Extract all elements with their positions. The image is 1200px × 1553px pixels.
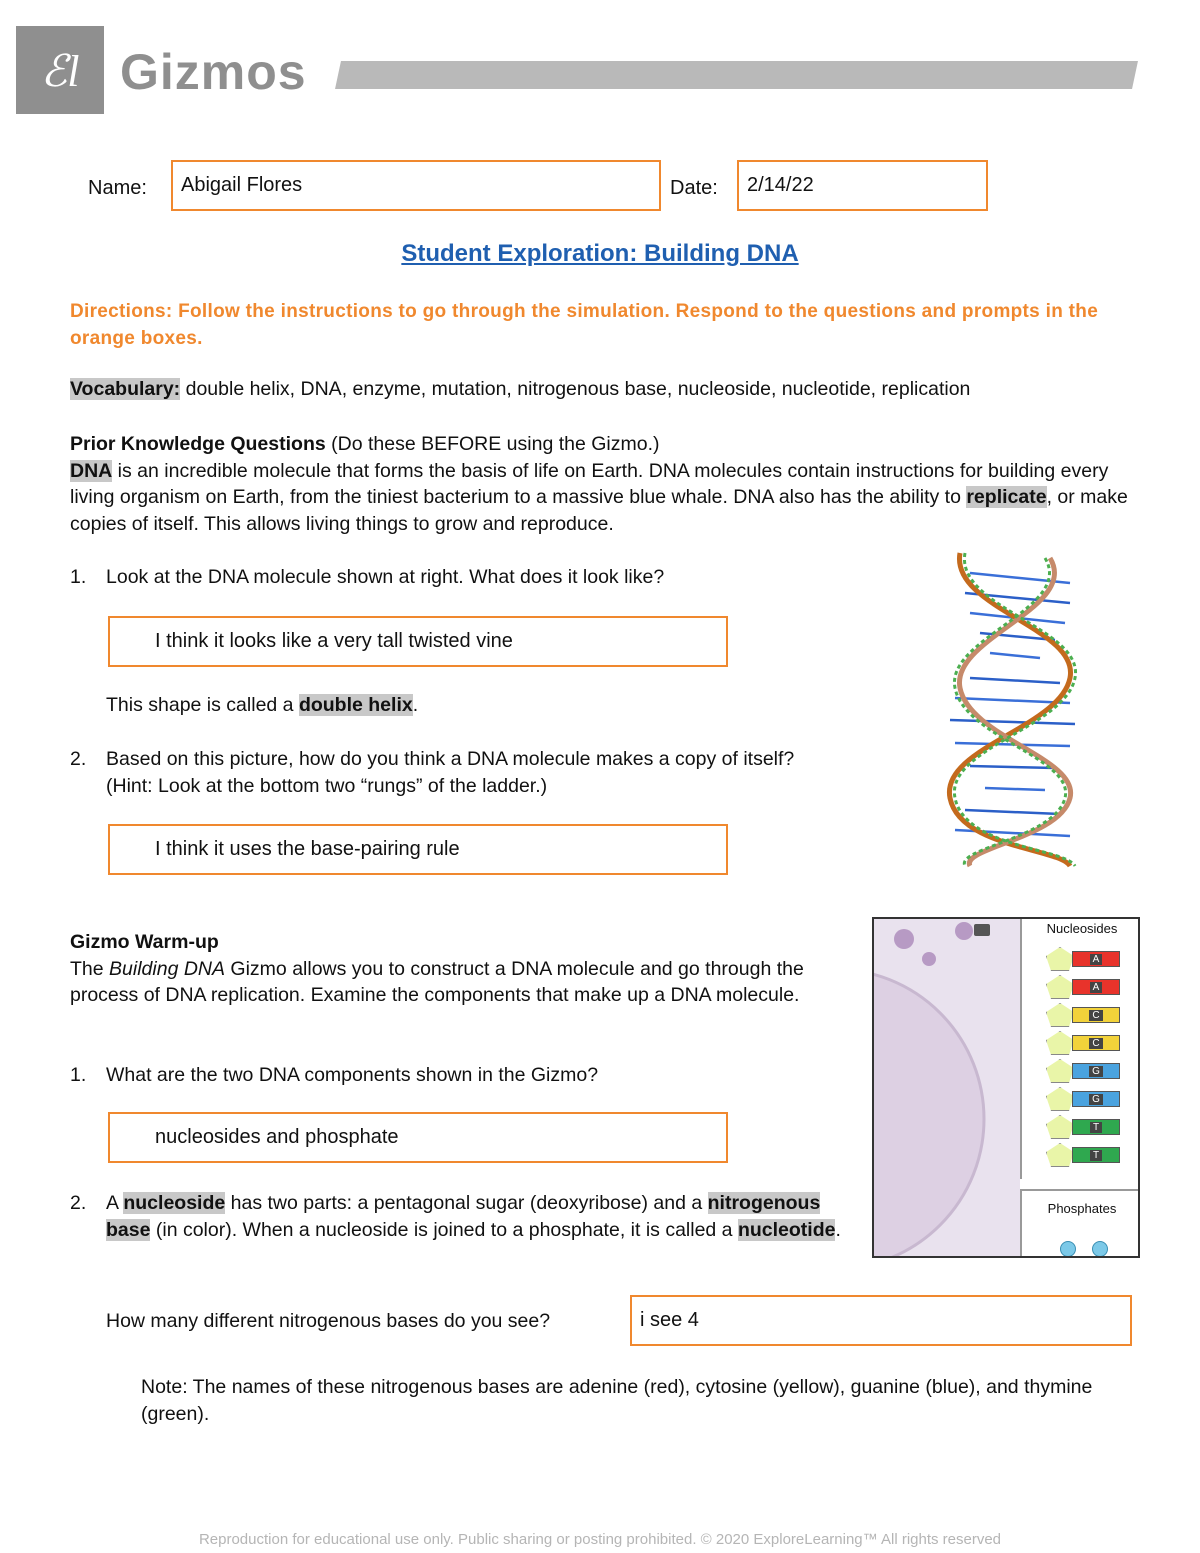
date-field[interactable]: 2/14/22: [737, 160, 988, 211]
nucleoside-item[interactable]: [1046, 1143, 1126, 1165]
phosphates-column: [1020, 1189, 1140, 1258]
gizmo-nucleoside-panel: [872, 917, 1140, 1258]
nucleoside-item[interactable]: [1046, 1087, 1126, 1109]
phosphate-1[interactable]: [1060, 1241, 1076, 1257]
gizmos-logo: [16, 26, 104, 114]
base-letter: G: [1089, 1066, 1103, 1077]
phosphates-label: Phosphates: [1047, 1201, 1117, 1216]
warmup-q1: What are the two DNA components shown in the Gizmo?: [106, 1064, 599, 1086]
brand-name: Gizmos: [120, 44, 307, 100]
sugar-pentagon-icon: [1046, 1115, 1074, 1139]
name-field[interactable]: Abigail Flores: [171, 160, 661, 211]
name-label: Name:: [88, 177, 147, 199]
nitrogenous-base: [1072, 1119, 1120, 1135]
double-helix-sentence: This shape is called a double helix.: [106, 694, 419, 716]
base-letter: C: [1089, 1038, 1102, 1049]
nucleoside-item[interactable]: [1046, 947, 1126, 969]
prior-knowledge-section: [70, 431, 1130, 537]
nucleoside-item[interactable]: [1046, 1059, 1126, 1081]
base-letter: A: [1090, 954, 1103, 965]
prior-q2-number: 2.: [70, 748, 87, 770]
date-label: Date:: [670, 177, 718, 199]
vocabulary-terms: double helix, DNA, enzyme, mutation, nitrogenous base, nucleoside, nucleotide, replication: [180, 378, 971, 400]
term-nucleoside: nucleoside: [123, 1192, 226, 1214]
vocabulary: [70, 376, 1130, 403]
dna-double-helix-image: [930, 548, 1090, 870]
sugar-pentagon-icon: [1046, 1087, 1074, 1111]
prior-intro: DNA is an incredible molecule that forms the basis of life on Earth. DNA molecules contain instructions for building every living organism on Earth, from the tiniest bacterium to a massive blue whale. DNA also has the ability to replicate, or make copies of itself. This allows living things to grow and reproduce.: [70, 459, 1128, 535]
base-letter: A: [1090, 982, 1103, 993]
sugar-pentagon-icon: [1046, 1003, 1074, 1027]
sugar-pentagon-icon: [1046, 975, 1074, 999]
footer-copyright: Reproduction for educational use only. Public sharing or posting prohibited. © 2020 ExploreLearning™ All rights reserved: [198, 1531, 1002, 1548]
prior-heading-note: (Do these BEFORE using the Gizmo.): [325, 433, 660, 455]
base-letter: T: [1090, 1122, 1102, 1133]
directions: Directions: Follow the instructions to go through the simulation. Respond to the questions and prompts in the orange boxes.: [70, 301, 1099, 349]
nitrogenous-base: [1072, 1035, 1120, 1051]
prior-heading: Prior Knowledge Questions: [70, 433, 326, 455]
warmup-q3: How many different nitrogenous bases do you see?: [106, 1310, 551, 1332]
prior-q2: Based on this picture, how do you think a DNA molecule makes a copy of itself? (Hint: Look at the bottom two “rungs” of the ladder.): [106, 748, 795, 797]
base-letter: C: [1089, 1010, 1102, 1021]
bases-note: Note: The names of these nitrogenous bases are adenine (red), cytosine (yellow), guanine (blue), and thymine (green).: [141, 1376, 1093, 1425]
cell-background: [874, 919, 1020, 1258]
sugar-pentagon-icon: [1046, 947, 1074, 971]
nucleoside-item[interactable]: [1046, 1031, 1126, 1053]
warmup-answer-1[interactable]: nucleosides and phosphate: [108, 1112, 728, 1163]
prior-answer-1[interactable]: I think it looks like a very tall twisted vine: [108, 616, 728, 667]
nucleosides-label: Nucleosides: [1046, 921, 1118, 936]
nitrogenous-base: [1072, 1091, 1120, 1107]
warmup-section: [70, 929, 840, 1009]
svg-text:ℰl: ℰl: [40, 47, 80, 96]
warmup-heading: Gizmo Warm-up: [70, 931, 219, 953]
nitrogenous-base: [1072, 1147, 1120, 1163]
warmup-intro: The Building DNA Gizmo allows you to construct a DNA molecule and go through the process of DNA replication. Examine the components that make up a DNA molecule.: [70, 957, 804, 1006]
nucleoside-item[interactable]: [1046, 1115, 1126, 1137]
explorelearning-logo-icon: [16, 26, 104, 114]
prior-q1-number: 1.: [70, 566, 87, 588]
page-title: Student Exploration: Building DNA: [401, 240, 799, 267]
nucleoside-item[interactable]: [1046, 975, 1126, 997]
warmup-q1-number: 1.: [70, 1064, 87, 1086]
prior-q1: Look at the DNA molecule shown at right. What does it look like?: [106, 566, 665, 588]
nitrogenous-base: [1072, 1063, 1120, 1079]
nitrogenous-base: [1072, 951, 1120, 967]
base-letter: G: [1089, 1094, 1103, 1105]
camera-icon: [974, 924, 990, 936]
term-nucleotide: nucleotide: [737, 1218, 836, 1241]
term-nitrogenous-base: nitrogenous base: [106, 1192, 821, 1241]
warmup-answer-3[interactable]: i see 4: [630, 1295, 1132, 1346]
base-letter: T: [1090, 1150, 1102, 1161]
nitrogenous-base: [1072, 979, 1120, 995]
sugar-pentagon-icon: [1046, 1031, 1074, 1055]
term-double-helix: double helix: [298, 694, 413, 716]
header-bar: [335, 61, 1138, 89]
term-replicate: replicate: [966, 486, 1047, 508]
warmup-q2-number: 2.: [70, 1192, 87, 1214]
prior-answer-2[interactable]: I think it uses the base-pairing rule: [108, 824, 728, 875]
nucleosides-column: [1020, 919, 1140, 1179]
vocabulary-label: Vocabulary:: [70, 378, 181, 400]
nitrogenous-base: [1072, 1007, 1120, 1023]
sugar-pentagon-icon: [1046, 1143, 1074, 1167]
warmup-q2: A nucleoside has two parts: a pentagonal sugar (deoxyribose) and a nitrogenous base (in color). When a nucleoside is joined to a phosphate, it is called a nucleotide.: [106, 1192, 841, 1241]
cell-illustration: [874, 919, 1020, 1258]
nucleoside-item[interactable]: [1046, 1003, 1126, 1025]
phosphate-2[interactable]: [1092, 1241, 1108, 1257]
term-dna: DNA: [70, 459, 113, 482]
sugar-pentagon-icon: [1046, 1059, 1074, 1083]
